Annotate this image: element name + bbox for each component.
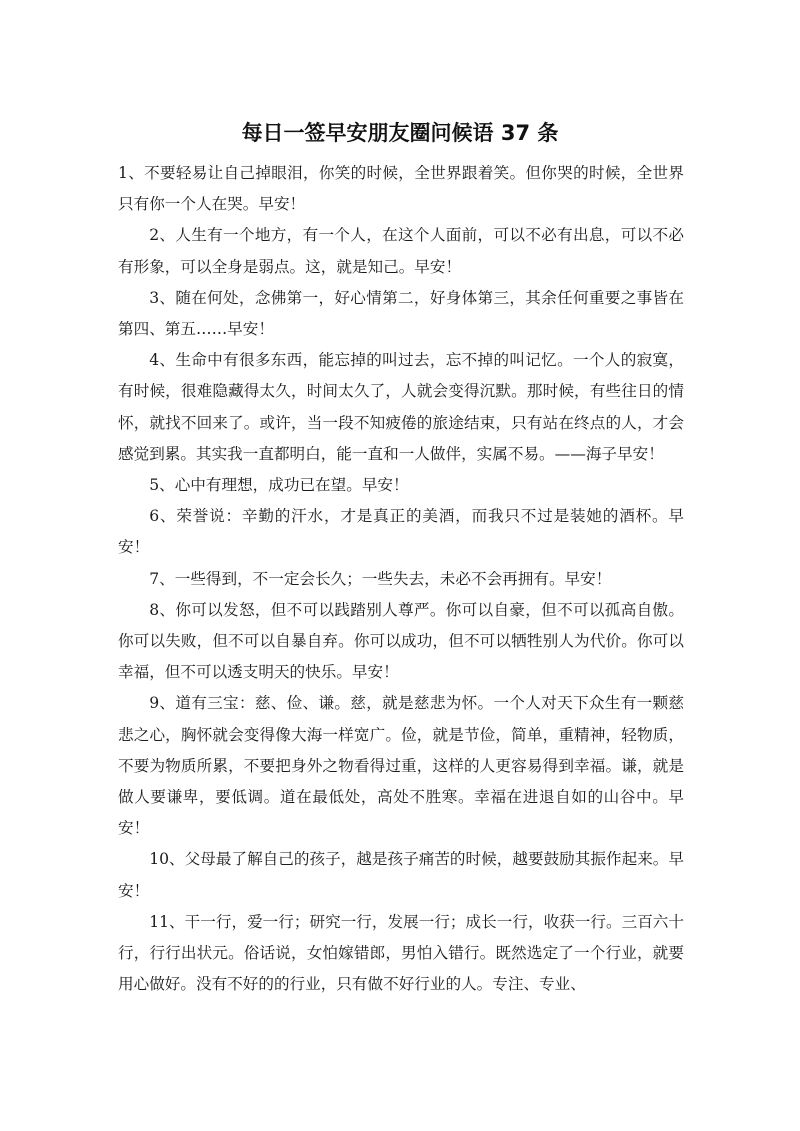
paragraph-3: 3、随在何处，念佛第一，好心情第二，好身体第三，其余任何重要之事皆在第四、第五……早安！ bbox=[118, 288, 684, 339]
document-body bbox=[118, 158, 684, 1000]
paragraph-7: 7、一些得到，不一定会长久；一些失去，未必不会再拥有。早安！ bbox=[149, 569, 612, 588]
paragraph-8: 8、你可以发怒，但不可以践踏别人尊严。你可以自豪，但不可以孤高自傲。你可以失败，但不可以自暴自弃。你可以成功，但不可以牺牲别人为代价。你可以幸福，但不可以透支明天的快乐。早安！ bbox=[118, 600, 684, 682]
paragraph-10: 10、父母最了解自己的孩子，越是孩子痛苦的时候，越要鼓励其振作起来。早安！ bbox=[118, 850, 684, 900]
paragraph-9: 9、道有三宝：慈、俭、谦。慈，就是慈悲为怀。一个人对天下众生有一颗慈悲之心，胸怀就会变得像大海一样宽广。俭，就是节俭，简单，重精神，轻物质，不要为物质所累，不要把身外之物看得过重，这样的人更容易得到幸福。谦，就是做人要谦卑，要低调。道在最低处，高处不胜寒。幸福在进退自如的山谷中。早安！ bbox=[118, 694, 684, 838]
paragraph-11: 11、干一行，爱一行；研究一行，发展一行；成长一行，收获一行。三百六十行，行行出状元。俗话说，女怕嫁错郎，男怕入错行。既然选定了一个行业，就要用心做好。没有不好的的行业，只有做不好行业的人。专注、专业、 bbox=[118, 912, 684, 994]
paragraph-4: 4、生命中有很多东西，能忘掉的叫过去，忘不掉的叫记忆。一个人的寂寞，有时候，很难隐藏得太久，时间太久了，人就会变得沉默。那时候，有些往日的情怀，就找不回来了。或许，当一段不知疲倦的旅途结束，只有站在终点的人，才会感觉到累。其实我一直都明白，能一直和一人做伴，实属不易。——海子早安！ bbox=[118, 351, 684, 463]
paragraph-1: 1、不要轻易让自己掉眼泪，你笑的时候，全世界跟着笑。但你哭的时候，全世界只有你一个人在哭。早安！ bbox=[118, 164, 684, 214]
document-title: 每日一签早安朋友圈问候语 37 条 bbox=[241, 121, 559, 145]
paragraph-5: 5、心中有理想，成功已在望。早安！ bbox=[149, 476, 409, 495]
paragraph-2: 2、人生有一个地方，有一个人，在这个人面前，可以不必有出息，可以不必有形象，可以全身是弱点。这，就是知己。早安！ bbox=[118, 226, 684, 276]
paragraph-6: 6、荣誉说：辛勤的汗水，才是真正的美酒，而我只不过是装她的酒杯。早安！ bbox=[118, 507, 684, 557]
